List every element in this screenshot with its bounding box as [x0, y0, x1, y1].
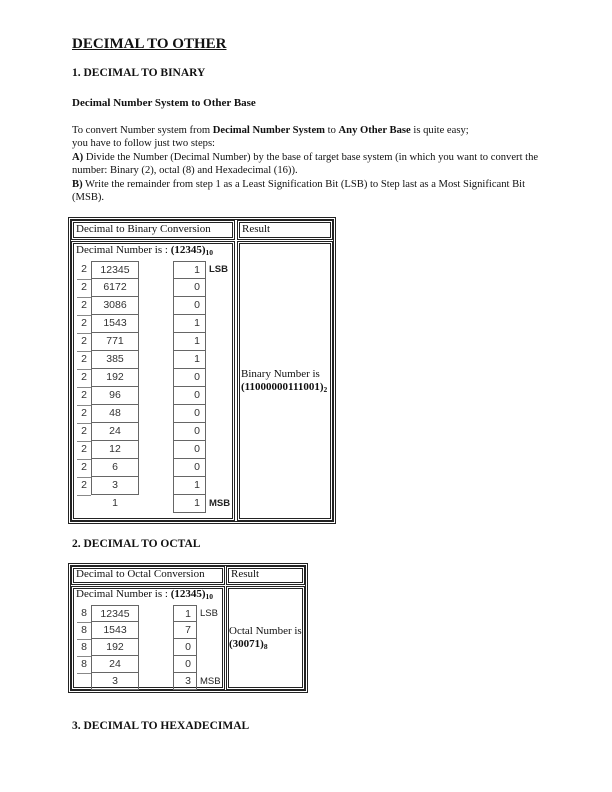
dividend: 6172	[91, 279, 139, 297]
divisor: 2	[77, 317, 91, 334]
dividend: 1543	[91, 315, 139, 333]
binary-result-label: Binary Number is	[241, 368, 320, 380]
division-row	[74, 405, 234, 423]
remainder: 1	[173, 605, 197, 622]
intro-text: to	[324, 125, 339, 136]
intro-bold-decimal: Decimal Number System	[212, 125, 325, 136]
remainder: 1	[173, 351, 206, 369]
divisor: 2	[77, 443, 91, 460]
dividend: 12	[91, 441, 139, 459]
dividend: 192	[91, 639, 139, 656]
remainder: 0	[173, 387, 206, 405]
remainder: 0	[173, 656, 197, 673]
subheading: Decimal Number System to Other Base	[72, 97, 256, 109]
divisor: 2	[77, 299, 91, 316]
division-row	[74, 261, 234, 279]
remainder: 1	[173, 315, 206, 333]
section-heading-binary: 1. DECIMAL TO BINARY	[72, 67, 206, 79]
binary-division-grid	[74, 261, 234, 521]
remainder: 0	[173, 459, 206, 477]
division-row-final	[74, 495, 234, 513]
octal-conversion-table	[68, 563, 308, 693]
decimal-base: 10	[205, 248, 214, 257]
dividend: 3	[91, 477, 139, 495]
binary-decimal-number	[76, 244, 213, 257]
divisor: 2	[77, 281, 91, 298]
divisor: 2	[77, 425, 91, 442]
dividend: 24	[91, 656, 139, 673]
octal-result-label: Octal Number is	[229, 625, 302, 637]
step-a-text: Divide the Number (Decimal Number) by the base of target base system (in which you want to convert the number: Binary (2), octal (8) and Hexadecimal (16)).	[72, 151, 539, 177]
octal-body-left-cell	[71, 586, 225, 690]
divisor: 2	[77, 353, 91, 370]
dividend: 771	[91, 333, 139, 351]
remainder: 0	[173, 405, 206, 423]
binary-result-value: (11000000111001)	[241, 381, 324, 393]
octal-result-base: 8	[263, 642, 268, 651]
division-row	[74, 351, 234, 369]
dividend: 6	[91, 459, 139, 477]
remainder: 0	[173, 423, 206, 441]
intro-text: you have to follow just two steps:	[72, 138, 216, 150]
octal-decimal-number	[76, 588, 213, 601]
remainder: 0	[173, 369, 206, 387]
final-quotient: 3	[91, 673, 139, 690]
decimal-label: Decimal Number is :	[76, 588, 171, 600]
page-title: DECIMAL TO OTHER	[72, 36, 227, 52]
division-row	[74, 279, 234, 297]
section-heading-octal: 2. DECIMAL TO OCTAL	[72, 538, 201, 550]
octal-header-right: Result	[231, 568, 260, 580]
binary-result-base: 2	[323, 385, 328, 394]
decimal-value: (12345)	[170, 244, 206, 256]
divisor: 8	[77, 658, 91, 674]
dividend: 192	[91, 369, 139, 387]
divisor: 8	[77, 607, 91, 623]
remainder: 7	[173, 622, 197, 639]
octal-result-cell	[226, 586, 305, 690]
step-b-text: Write the remainder from step 1 as a Least Signification Bit (LSB) to Step last as a Most Significant Bit (MSB).	[72, 178, 526, 204]
remainder: 0	[173, 297, 206, 315]
dividend: 96	[91, 387, 139, 405]
divisor: 2	[77, 407, 91, 424]
dividend: 1543	[91, 622, 139, 639]
msb-label: MSB	[200, 676, 221, 687]
intro-text: To convert Number system from	[72, 125, 213, 136]
division-row	[74, 333, 234, 351]
octal-result	[229, 625, 302, 653]
decimal-value: (12345)	[170, 588, 206, 600]
division-row	[74, 622, 224, 639]
division-row	[74, 423, 234, 441]
binary-header-right-cell	[237, 220, 333, 240]
divisor: 2	[77, 335, 91, 352]
octal-header-left: Decimal to Octal Conversion	[76, 568, 205, 580]
division-row-final	[74, 673, 224, 690]
divisor: 2	[77, 461, 91, 478]
division-row	[74, 639, 224, 656]
binary-conversion-table	[68, 217, 336, 524]
dividend: 12345	[91, 605, 139, 622]
dividend: 12345	[91, 261, 139, 279]
remainder: 1	[173, 477, 206, 495]
binary-header-right: Result	[242, 223, 271, 235]
divisor: 2	[77, 263, 91, 280]
decimal-label: Decimal Number is :	[76, 244, 171, 256]
dividend: 48	[91, 405, 139, 423]
division-row	[74, 387, 234, 405]
octal-division-grid	[74, 605, 224, 690]
step-b-label: B)	[72, 178, 83, 190]
dividend: 3086	[91, 297, 139, 315]
decimal-base: 10	[205, 592, 214, 601]
msb-label: MSB	[209, 498, 231, 509]
dividend: 385	[91, 351, 139, 369]
lsb-label: LSB	[209, 264, 228, 275]
division-row	[74, 369, 234, 387]
remainder: 1	[173, 261, 206, 279]
binary-header-left-cell	[71, 220, 235, 240]
remainder: 0	[173, 441, 206, 459]
final-remainder: 1	[173, 495, 206, 513]
intro-text: is quite easy;	[410, 125, 469, 136]
binary-body-left-cell	[71, 241, 235, 521]
octal-header-left-cell	[71, 566, 225, 585]
remainder: 1	[173, 333, 206, 351]
binary-result-cell	[237, 241, 333, 521]
final-remainder: 3	[173, 673, 197, 690]
intro-paragraph	[72, 124, 552, 204]
remainder: 0	[173, 639, 197, 656]
divisor: 2	[77, 389, 91, 406]
divisor: 8	[77, 641, 91, 657]
division-row	[74, 605, 224, 622]
division-row	[74, 477, 234, 495]
divisor: 8	[77, 624, 91, 640]
remainder: 0	[173, 279, 206, 297]
division-row	[74, 297, 234, 315]
divisor: 2	[77, 479, 91, 496]
division-row	[74, 441, 234, 459]
dividend: 24	[91, 423, 139, 441]
division-row	[74, 656, 224, 673]
step-a-label: A)	[72, 151, 84, 163]
binary-header-left: Decimal to Binary Conversion	[76, 223, 211, 235]
octal-header-right-cell	[226, 566, 305, 585]
binary-result	[241, 368, 327, 396]
lsb-label: LSB	[200, 608, 218, 619]
intro-bold-other-base: Any Other Base	[338, 125, 411, 136]
division-row	[74, 459, 234, 477]
division-row	[74, 315, 234, 333]
section-heading-hexadecimal: 3. DECIMAL TO HEXADECIMAL	[72, 720, 250, 732]
octal-result-value: (30071)	[229, 638, 264, 650]
divisor: 2	[77, 371, 91, 388]
final-quotient: 1	[112, 497, 118, 509]
